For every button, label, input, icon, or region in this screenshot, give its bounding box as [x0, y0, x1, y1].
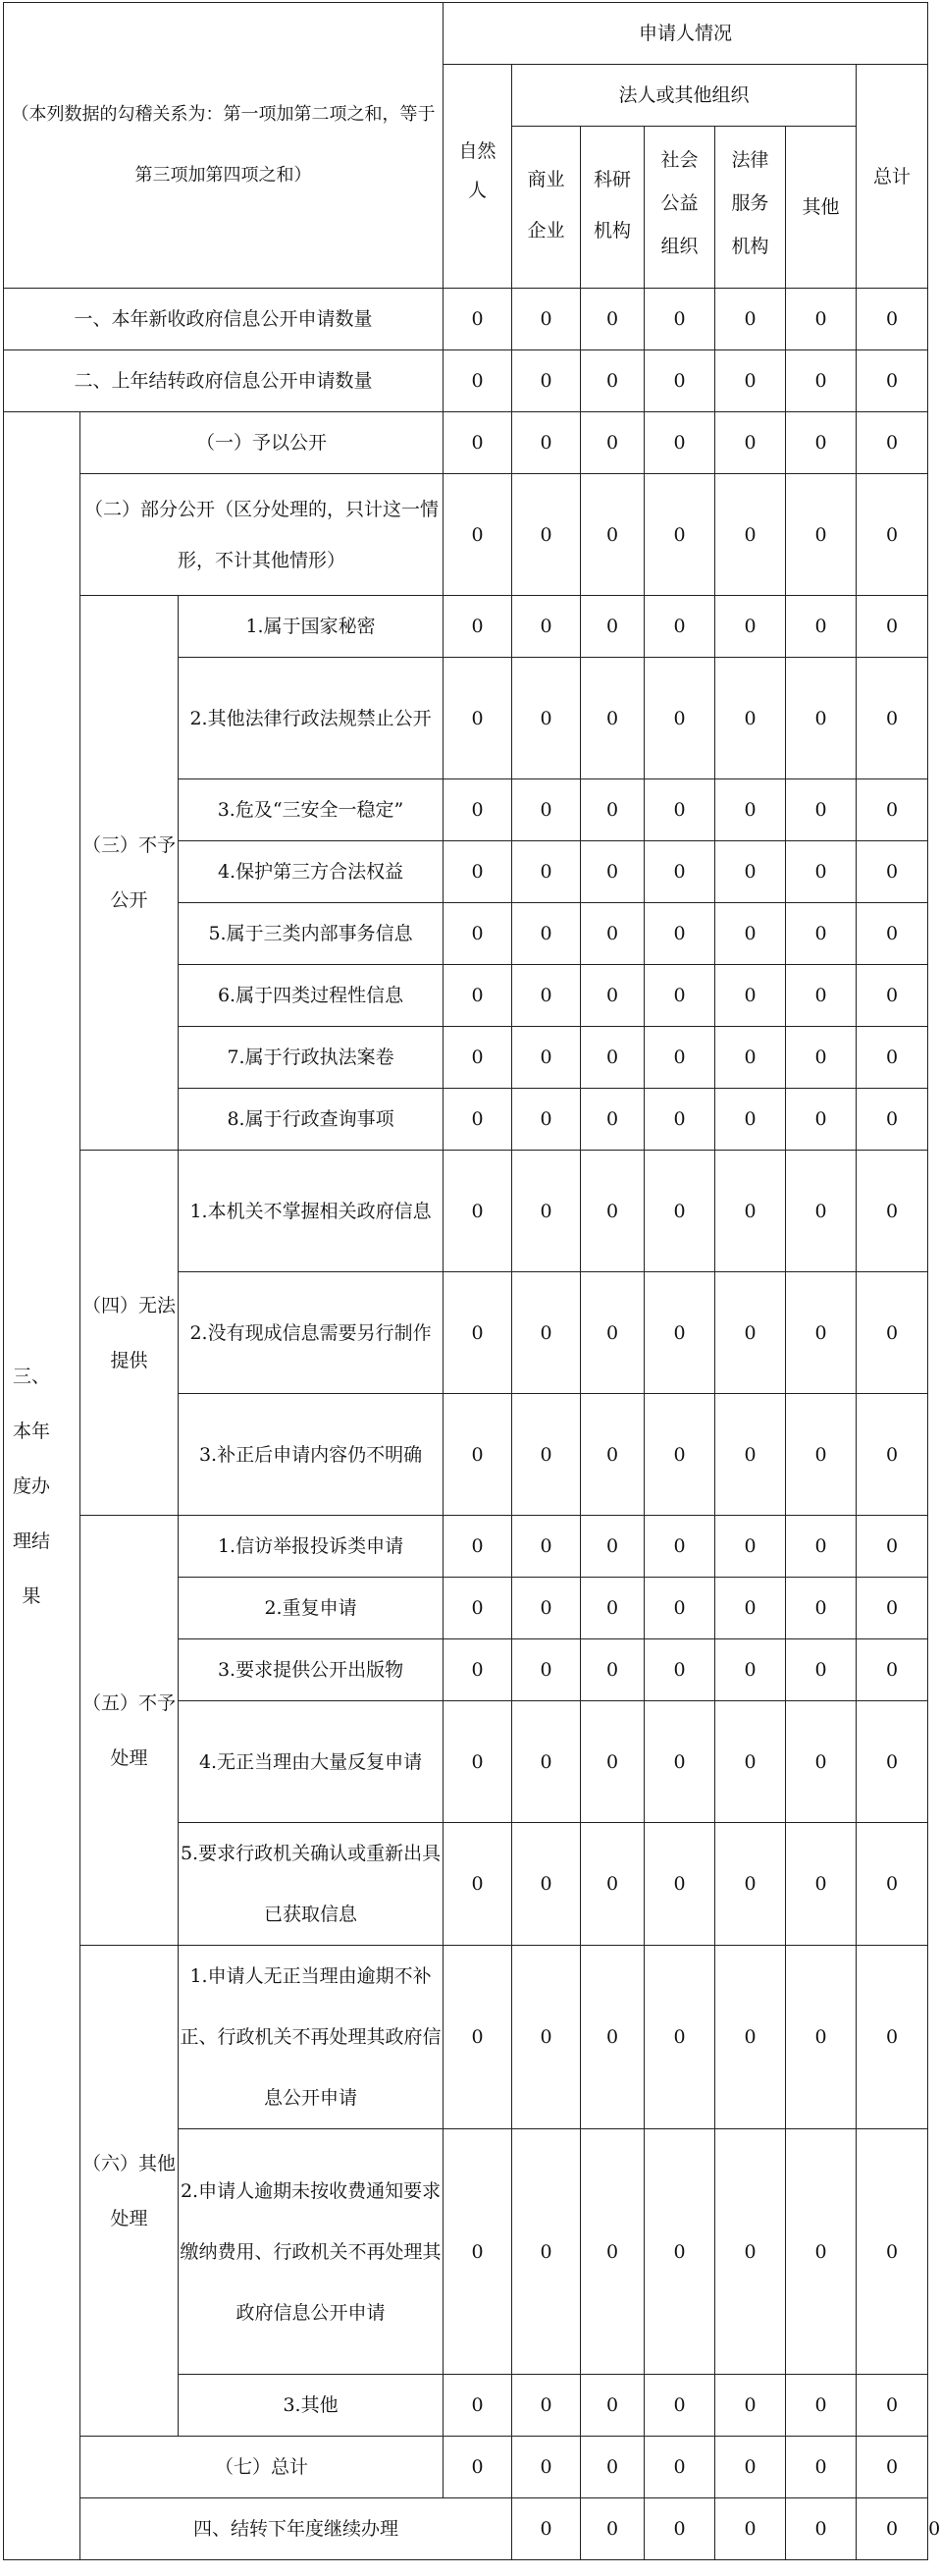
cell-value: 0 [645, 1578, 715, 1639]
row-label: 4.无正当理由大量反复申请 [179, 1701, 444, 1823]
cell-value: 0 [645, 1701, 715, 1823]
cell-value: 0 [857, 2437, 928, 2498]
total-header: 总计 [857, 65, 928, 289]
cell-value: 0 [581, 1823, 645, 1946]
cell-value: 0 [581, 289, 645, 350]
cell-value: 0 [581, 1946, 645, 2129]
cell-value: 0 [444, 841, 512, 903]
table-row [4, 412, 928, 474]
table-row [4, 1946, 928, 2129]
cell-value: 0 [857, 1151, 928, 1272]
cell-value: 0 [786, 1701, 857, 1823]
cell-value: 0 [444, 1946, 512, 2129]
cell-value: 0 [857, 2129, 928, 2375]
cell-value: 0 [645, 2375, 715, 2437]
cell-value: 0 [645, 2498, 715, 2560]
cell-value: 0 [786, 779, 857, 841]
row-label: （一）予以公开 [80, 412, 444, 474]
cell-value: 0 [786, 289, 857, 350]
cell-value: 0 [786, 1516, 857, 1578]
cell-value: 0 [715, 2498, 786, 2560]
cell-value: 0 [857, 474, 928, 596]
cell-value: 0 [444, 2375, 512, 2437]
cell-value: 0 [857, 1027, 928, 1089]
cell-value: 0 [786, 350, 857, 412]
table-row [4, 289, 928, 350]
cell-value: 0 [715, 1639, 786, 1701]
row-label: （七）总计 [80, 2437, 444, 2498]
cell-value: 0 [715, 1394, 786, 1516]
cell-value: 0 [786, 1151, 857, 1272]
cell-value: 0 [645, 1516, 715, 1578]
natural-person-header: 自然人 [444, 65, 512, 289]
cell-value: 0 [512, 841, 581, 903]
row-label: 7.属于行政执法案卷 [179, 1027, 444, 1089]
cell-value: 0 [857, 1823, 928, 1946]
cell-value: 0 [857, 350, 928, 412]
cell-value: 0 [581, 779, 645, 841]
disclosure-table [3, 2, 940, 2560]
cell-value: 0 [715, 1946, 786, 2129]
cell-value: 0 [715, 658, 786, 779]
cell-value: 0 [715, 965, 786, 1027]
table-row [4, 350, 928, 412]
cell-value: 0 [857, 1394, 928, 1516]
cell-value: 0 [581, 1151, 645, 1272]
cell-value: 0 [444, 1823, 512, 1946]
cell-value: 0 [581, 2129, 645, 2375]
row-label: 2.没有现成信息需要另行制作 [179, 1272, 444, 1394]
row-label: 2.重复申请 [179, 1578, 444, 1639]
cell-value: 0 [786, 2375, 857, 2437]
table-row: 四、结转下年度继续办理 0 0 0 0 0 0 0 [4, 2498, 928, 2560]
cell-value: 0 [645, 1089, 715, 1151]
cell-value: 0 [857, 1701, 928, 1823]
cell-value: 0 [715, 1701, 786, 1823]
social-welfare-header: 社会公益组织 [645, 127, 715, 289]
cell-value: 0 [857, 965, 928, 1027]
cell-value: 0 [581, 658, 645, 779]
cell-value: 0 [581, 1701, 645, 1823]
table-row [4, 1516, 928, 1578]
cell-value: 0 [786, 2498, 857, 2560]
cell-value: 0 [857, 903, 928, 965]
cell-value: 0 [512, 1027, 581, 1089]
cell-value: 0 [715, 1272, 786, 1394]
cell-value: 0 [715, 1516, 786, 1578]
cell-value: 0 [857, 1516, 928, 1578]
cell-value: 0 [512, 658, 581, 779]
cell-value: 0 [581, 1639, 645, 1701]
cell-value: 0 [512, 2129, 581, 2375]
cell-value: 0 [581, 1272, 645, 1394]
cell-value: 0 [512, 1823, 581, 1946]
cell-value: 0 [444, 1701, 512, 1823]
row-label: 2.其他法律行政法规禁止公开 [179, 658, 444, 779]
cell-value: 0 [444, 1516, 512, 1578]
cell-value: 0 [512, 596, 581, 658]
cell-value: 0 [444, 474, 512, 596]
row-label: 3.补正后申请内容仍不明确 [179, 1394, 444, 1516]
cell-value: 0 [715, 1089, 786, 1151]
cell-value: 0 [715, 903, 786, 965]
cell-value: 0 [645, 2437, 715, 2498]
row-label: 1.本机关不掌握相关政府信息 [179, 1151, 444, 1272]
cell-value: 0 [786, 1089, 857, 1151]
row-label: 4.保护第三方合法权益 [179, 841, 444, 903]
cell-value: 0 [786, 1272, 857, 1394]
cell-value: 0 [512, 1516, 581, 1578]
cell-value: 0 [786, 2437, 857, 2498]
cell-value: 0 [715, 1027, 786, 1089]
cell-value: 0 [857, 1089, 928, 1151]
cell-value: 0 [786, 1639, 857, 1701]
row-label: 一、本年新收政府信息公开申请数量 [4, 289, 444, 350]
cell-value: 0 [512, 412, 581, 474]
cell-value: 0 [444, 1089, 512, 1151]
cell-value: 0 [645, 779, 715, 841]
cell-value: 0 [786, 1027, 857, 1089]
cell-value: 0 [645, 1823, 715, 1946]
cell-value: 0 [645, 289, 715, 350]
cell-value: 0 [444, 1394, 512, 1516]
cell-value: 0 [645, 350, 715, 412]
cell-value: 0 [715, 841, 786, 903]
cell-value: 0 [512, 2498, 581, 2560]
cell-value: 0 [715, 350, 786, 412]
row-label: 1.属于国家秘密 [179, 596, 444, 658]
cell-value: 0 [715, 2437, 786, 2498]
cell-value: 0 [512, 1089, 581, 1151]
cell-value: 0 [512, 2375, 581, 2437]
cell-value: 0 [444, 412, 512, 474]
cell-value: 0 [645, 596, 715, 658]
table-row [4, 1151, 928, 1272]
row-label: 二、上年结转政府信息公开申请数量 [4, 350, 444, 412]
research-header: 科研机构 [581, 127, 645, 289]
cell-value: 0 [444, 779, 512, 841]
cell-value: 0 [581, 474, 645, 596]
cell-value: 0 [512, 350, 581, 412]
cell-value: 0 [512, 1151, 581, 1272]
cell-value: 0 [512, 2437, 581, 2498]
row-label: 3.要求提供公开出版物 [179, 1639, 444, 1701]
cell-value: 0 [715, 1151, 786, 1272]
cell-value: 0 [581, 1516, 645, 1578]
cell-value: 0 [444, 350, 512, 412]
cell-value: 0 [444, 903, 512, 965]
cell-value: 0 [786, 658, 857, 779]
row-label: 5.要求行政机关确认或重新出具已获取信息 [179, 1823, 444, 1946]
cell-value: 0 [645, 474, 715, 596]
cell-value: 0 [715, 289, 786, 350]
cell-value: 0 [715, 2129, 786, 2375]
cell-value: 0 [581, 1027, 645, 1089]
row-label: 1.信访举报投诉类申请 [179, 1516, 444, 1578]
cell-value: 0 [512, 1578, 581, 1639]
cell-value: 0 [444, 289, 512, 350]
category-label: （四）无法提供 [80, 1151, 179, 1516]
cell-value: 0 [857, 2498, 928, 2560]
cell-value: 0 [444, 596, 512, 658]
cell-value: 0 [857, 1272, 928, 1394]
cell-value: 0 [857, 1639, 928, 1701]
cell-value: 0 [444, 2129, 512, 2375]
cell-value: 0 [645, 1394, 715, 1516]
cell-value: 0 [444, 1027, 512, 1089]
other-header: 其他 [786, 127, 857, 289]
cell-value: 0 [512, 1701, 581, 1823]
row-label: 四、结转下年度继续办理 [80, 2498, 512, 2560]
cell-value: 0 [581, 350, 645, 412]
cell-value: 0 [857, 2375, 928, 2437]
cell-value: 0 [512, 289, 581, 350]
cell-value: 0 [715, 596, 786, 658]
cell-value: 0 [444, 1578, 512, 1639]
table-note: （本列数据的勾稽关系为：第一项加第二项之和，等于第三项加第四项之和） [4, 3, 444, 289]
cell-value: 0 [512, 1639, 581, 1701]
cell-value: 0 [444, 1151, 512, 1272]
cell-value: 0 [645, 1272, 715, 1394]
cell-value: 0 [857, 412, 928, 474]
cell-value: 0 [715, 1823, 786, 1946]
cell-value: 0 [786, 1946, 857, 2129]
row-label: 3.危及“三安全一稳定” [179, 779, 444, 841]
cell-value: 0 [645, 1151, 715, 1272]
cell-value: 0 [512, 1946, 581, 2129]
cell-value: 0 [444, 2437, 512, 2498]
cell-value: 0 [512, 779, 581, 841]
cell-value: 0 [715, 474, 786, 596]
cell-value: 0 [512, 903, 581, 965]
cell-value: 0 [444, 1272, 512, 1394]
cell-value: 0 [512, 965, 581, 1027]
row-label: （二）部分公开（区分处理的，只计这一情形，不计其他情形） [80, 474, 444, 596]
cell-value: 0 [581, 841, 645, 903]
cell-value: 0 [857, 658, 928, 779]
category-label: （五）不予处理 [80, 1516, 179, 1946]
business-header: 商业企业 [512, 127, 581, 289]
cell-value: 0 [715, 2375, 786, 2437]
cell-value: 0 [857, 289, 928, 350]
cell-value: 0 [581, 412, 645, 474]
cell-value: 0 [786, 841, 857, 903]
row-label: 5.属于三类内部事务信息 [179, 903, 444, 965]
row-label: 1.申请人无正当理由逾期不补正、行政机关不再处理其政府信息公开申请 [179, 1946, 444, 2129]
cell-value: 0 [581, 2437, 645, 2498]
cell-value: 0 [786, 596, 857, 658]
cell-value: 0 [786, 1578, 857, 1639]
cell-value: 0 [857, 841, 928, 903]
cell-value: 0 [786, 412, 857, 474]
section-3-label: 三、本年度办理结果 [4, 412, 80, 2560]
cell-value: 0 [581, 2375, 645, 2437]
cell-value: 0 [645, 412, 715, 474]
cell-value: 0 [715, 412, 786, 474]
cell-value: 0 [786, 903, 857, 965]
cell-value: 0 [715, 779, 786, 841]
row-label: 8.属于行政查询事项 [179, 1089, 444, 1151]
cell-value: 0 [512, 474, 581, 596]
cell-value: 0 [581, 965, 645, 1027]
cell-value: 0 [581, 1089, 645, 1151]
row-label: 2.申请人逾期未按收费通知要求缴纳费用、行政机关不再处理其政府信息公开申请 [179, 2129, 444, 2375]
cell-value: 0 [645, 2129, 715, 2375]
category-label: （三）不予公开 [80, 596, 179, 1151]
cell-value: 0 [444, 965, 512, 1027]
table-row [4, 2437, 928, 2498]
cell-value: 0 [857, 596, 928, 658]
cell-value: 0 [645, 658, 715, 779]
row-label: 3.其他 [179, 2375, 444, 2437]
cell-value: 0 [786, 965, 857, 1027]
applicant-header: 申请人情况 [444, 3, 928, 65]
cell-value: 0 [581, 1394, 645, 1516]
cell-value: 0 [581, 2498, 645, 2560]
legal-or-other-header: 法人或其他组织 [512, 65, 857, 127]
cell-value: 0 [645, 1027, 715, 1089]
cell-value: 0 [645, 1946, 715, 2129]
table-row [4, 474, 928, 596]
cell-value: 0 [645, 965, 715, 1027]
cell-value: 0 [645, 1639, 715, 1701]
table-row [4, 596, 928, 658]
legal-service-header: 法律服务机构 [715, 127, 786, 289]
cell-value: 0 [581, 596, 645, 658]
cell-value: 0 [512, 1394, 581, 1516]
cell-value: 0 [857, 779, 928, 841]
cell-value: 0 [512, 1272, 581, 1394]
cell-value: 0 [857, 1946, 928, 2129]
row-label: 6.属于四类过程性信息 [179, 965, 444, 1027]
category-label: （六）其他处理 [80, 1946, 179, 2437]
cell-value: 0 [715, 1578, 786, 1639]
cell-value: 0 [645, 841, 715, 903]
cell-value: 0 [786, 474, 857, 596]
cell-value: 0 [786, 1394, 857, 1516]
cell-value: 0 [645, 903, 715, 965]
cell-value: 0 [786, 2129, 857, 2375]
cell-value: 0 [857, 1578, 928, 1639]
cell-value: 0 [786, 1823, 857, 1946]
cell-value: 0 [581, 903, 645, 965]
cell-value: 0 [581, 1578, 645, 1639]
cell-value: 0 [444, 1639, 512, 1701]
cell-value: 0 [444, 658, 512, 779]
